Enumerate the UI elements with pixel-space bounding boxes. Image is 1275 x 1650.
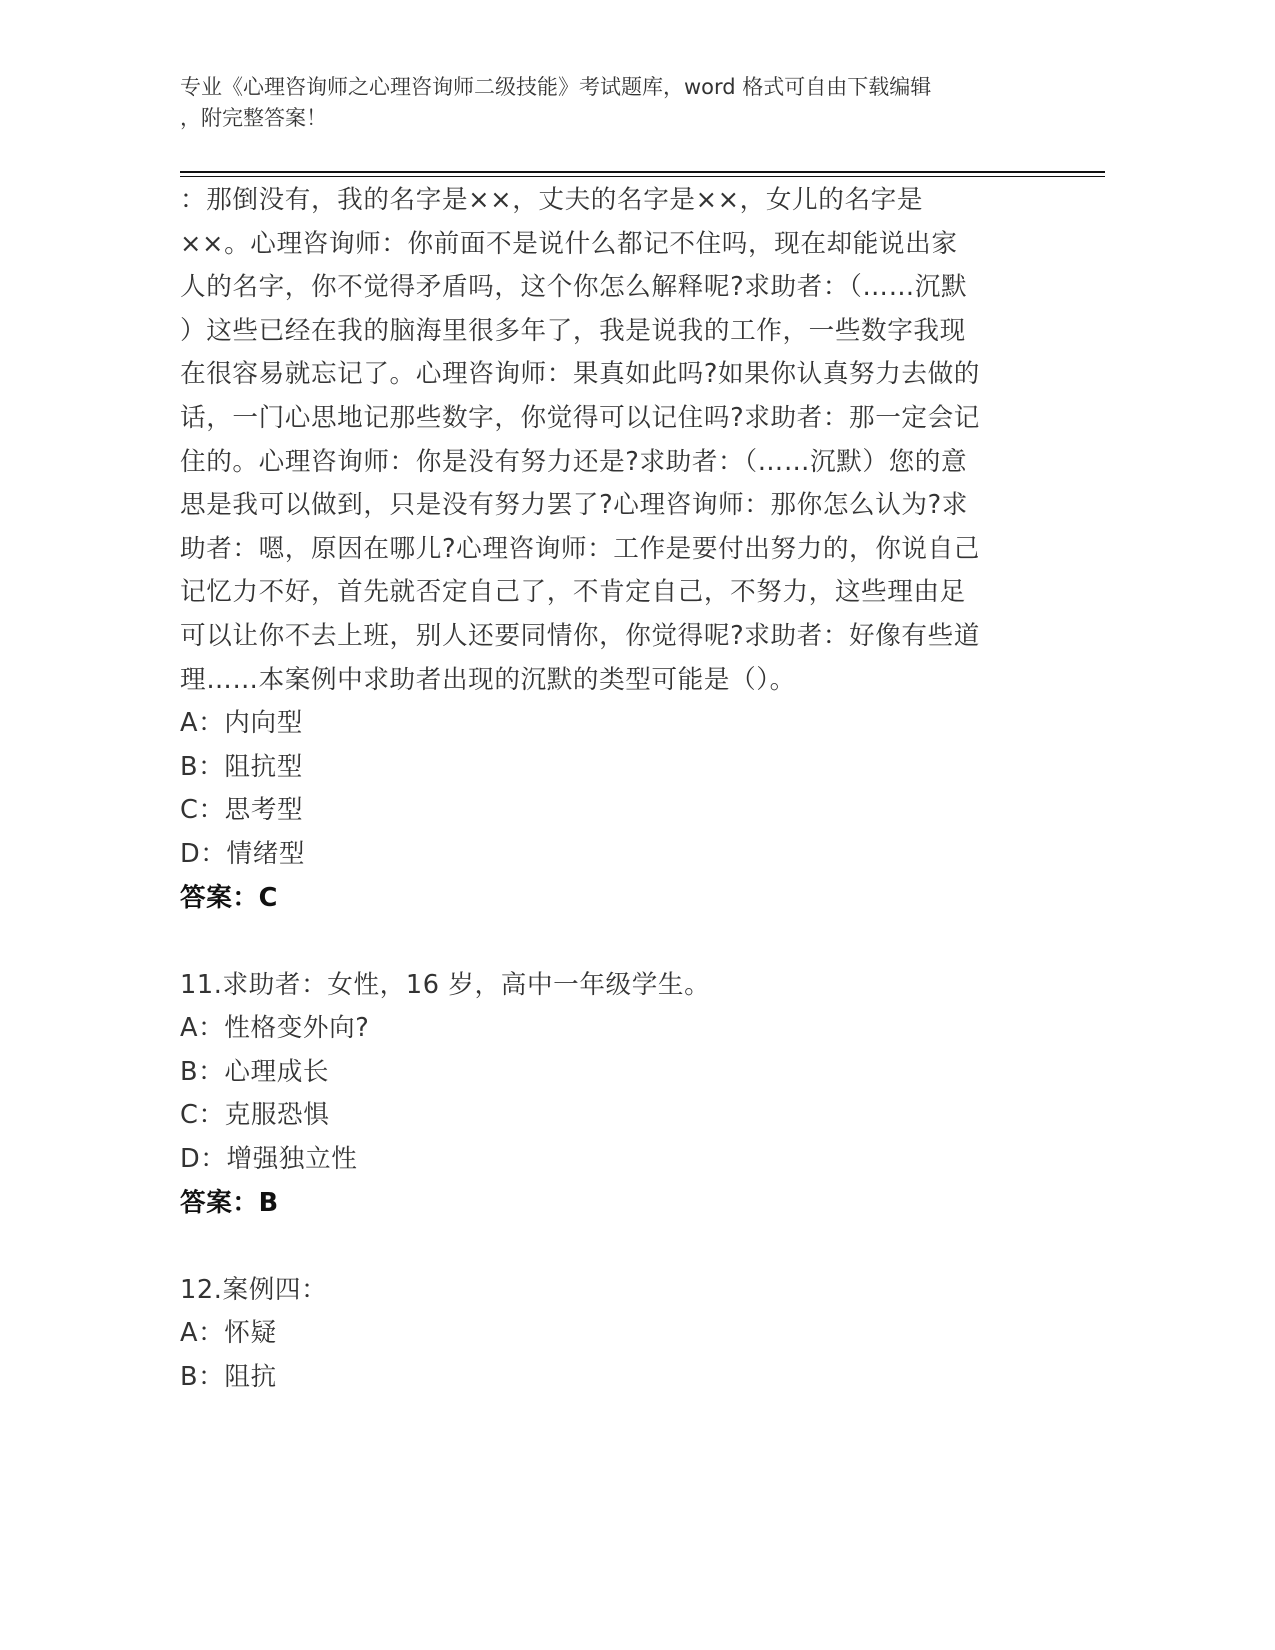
question-11 [180,964,1040,1226]
question-text-line: ××。心理咨询师：你前面不是说什么都记不住吗，现在却能说出家 [180,228,958,259]
question-stem: 11.求助者：女性，16 岁，高中一年级学生。 [180,969,711,1000]
header-divider-thin [180,176,1105,177]
header-divider-thick [180,171,1105,173]
option-a: A：内向型 [180,708,303,739]
question-text-line: ）这些已经在我的脑海里很多年了，我是说我的工作，一些数字我现 [180,315,966,346]
option-b: B：阻抗型 [180,751,303,782]
question-text-line: 住的。心理咨询师：你是没有努力还是?求助者：（……沉默）您的意 [180,446,968,477]
question-10 [180,179,1040,920]
option-a: A：怀疑 [180,1318,277,1349]
option-d: D：情绪型 [180,838,306,869]
question-text-line: 思是我可以做到，只是没有努力罢了?心理咨询师：那你怎么认为?求 [180,490,968,521]
header-line-1: 专业《心理咨询师之心理咨询师二级技能》考试题库，word 格式可自由下载编辑 [180,75,932,99]
spacer [180,920,1040,964]
spacer [180,1225,1040,1269]
answer: 答案：B [180,1187,279,1218]
option-c: C：思考型 [180,795,304,826]
question-text-line: 理……本案例中求助者出现的沉默的类型可能是（）。 [180,664,796,695]
question-12 [180,1269,1040,1400]
document-body [180,179,1040,1400]
question-text-line: 助者：嗯，原因在哪儿?心理咨询师：工作是要付出努力的，你说自己 [180,533,980,564]
question-text-line: 人的名字，你不觉得矛盾吗，这个你怎么解释呢?求助者：（……沉默 [180,272,968,303]
option-d: D：增强独立性 [180,1144,358,1175]
document-header [180,72,1040,134]
option-b: B：阻抗 [180,1362,277,1393]
question-text-line: 在很容易就忘记了。心理咨询师：果真如此吗?如果你认真努力去做的 [180,359,980,390]
question-text-line: 可以让你不去上班，别人还要同情你，你觉得呢?求助者：好像有些道 [180,620,980,651]
question-text-line: 记忆力不好，首先就否定自己了，不肯定自己，不努力，这些理由足 [180,577,966,608]
answer: 答案：C [180,882,278,913]
option-c: C：克服恐惧 [180,1100,330,1131]
option-b: B：心理成长 [180,1056,330,1087]
question-text-line: ：那倒没有，我的名字是××，丈夫的名字是××，女儿的名字是 [180,185,924,215]
question-text-line: 话，一门心思地记那些数字，你觉得可以记住吗?求助者：那一定会记 [180,402,980,433]
header-line-2: ，附完整答案！ [180,106,327,130]
option-a: A：性格变外向? [180,1013,370,1044]
question-stem: 12.案例四： [180,1274,328,1305]
